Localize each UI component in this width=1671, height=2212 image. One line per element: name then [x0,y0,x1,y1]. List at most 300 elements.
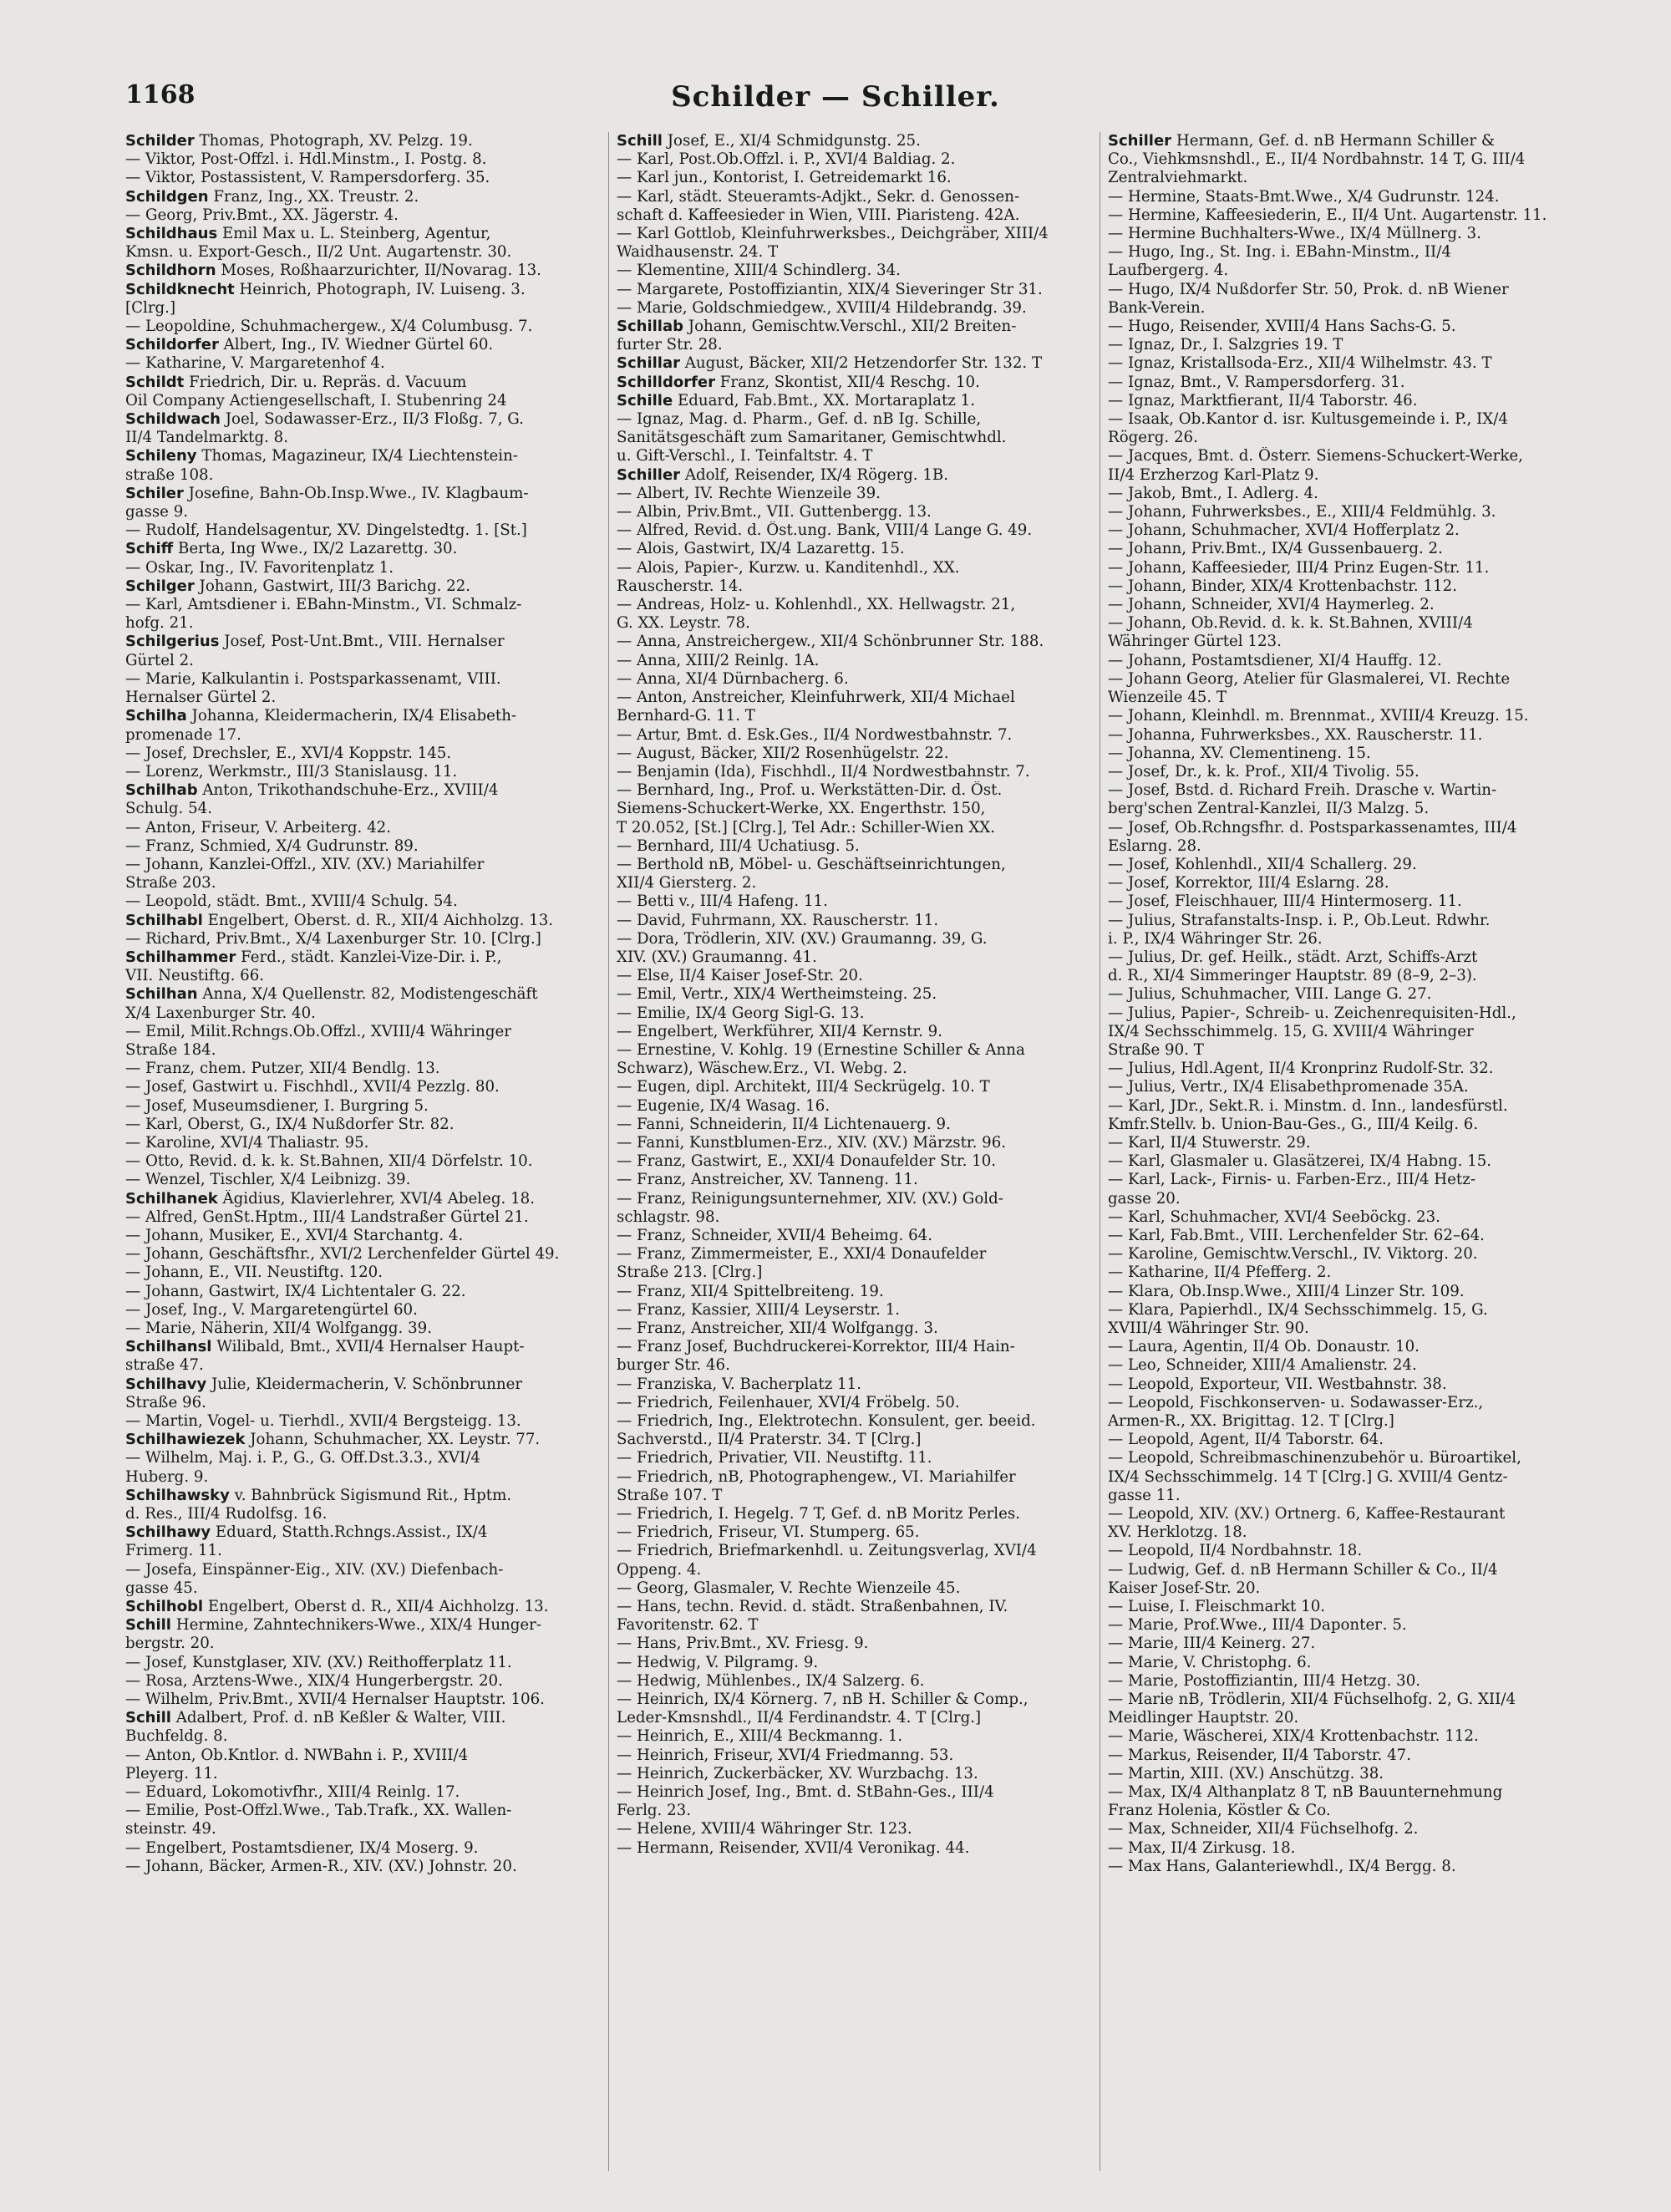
entry-text: — Luise, I. Fleischmarkt 10. [1108,1598,1326,1616]
entry-text: — Ignaz, Dr., I. Salzgries 19. T [1108,336,1343,354]
directory-entry [617,1505,1080,1523]
entry-text: [Clrg.] [125,298,176,317]
entry-surname: Schildt [125,373,185,391]
entry-text: — David, Fuhrmann, XX. Rauscherstr. 11. [617,911,939,929]
entry-surname: Schilhavy [125,1375,207,1393]
entry-text: Co., Viehkmsnshdl., E., II/4 Nordbahnstr. 14 T, G. III/4 [1108,150,1526,169]
entry-text: Meidlinger Hauptstr. 20. [1108,1709,1299,1727]
directory-entry [1108,1487,1572,1505]
entry-text: — Max Hans, Galanteriewhdl., IX/4 Bergg. 8. [1108,1857,1456,1875]
directory-entry [125,1598,589,1616]
entry-text: — Julius, Dr. gef. Heilk., städt. Arzt, Schiffs-Arzt [1108,948,1478,966]
entry-text: — Josefa, Einspänner-Eig., XIV. (XV.) Diefenbach- [125,1560,504,1579]
entry-text: d. R., XI/4 Simmeringer Hauptstr. 89 (8–9, 2–3). [1108,967,1477,985]
entry-text: — Josef, Museumsdiener, I. Burgring 5. [125,1096,429,1115]
entry-surname: Schilder [125,132,195,150]
directory-entry [1108,374,1572,392]
entry-text: — Karl, Amtsdiener i. EBahn-Minstm., VI. Schmalz- [125,596,522,614]
directory-entry [617,763,1080,781]
directory-entry [617,1598,1080,1616]
entry-text: Albert, Ing., IV. Wiedner Gürtel 60. [218,336,494,354]
entry-text: — Franz Josef, Buchdruckerei-Korrektor, III/4 Hain- [617,1338,1015,1356]
directory-entry [617,707,1080,725]
entry-text: — Marie, Postoffiziantin, III/4 Hetzg. 30. [1108,1671,1421,1690]
directory-entry [617,670,1080,689]
directory-entry [617,726,1080,745]
entry-text: — Albert, IV. Rechte Wienzeile 39. [617,484,881,502]
directory-entry [1108,1505,1572,1523]
entry-text: Johann, Gastwirt, III/3 Barichg. 22. [194,577,471,595]
entry-text: — Franz, Gastwirt, E., XXI/4 Donaufelder Str. 10. [617,1152,997,1171]
entry-text: burger Str. 46. [617,1356,730,1375]
directory-entry [1108,466,1572,485]
entry-text: — Berthold nB, Möbel- u. Geschäftseinrichtungen, [617,855,1006,873]
directory-entry [617,1691,1080,1709]
directory-entry [125,1301,589,1320]
directory-entry [125,336,589,354]
entry-text: — Wenzel, Tischler, X/4 Leibnizg. 39. [125,1171,411,1189]
directory-entry [125,1208,589,1227]
directory-entry [1108,948,1572,967]
directory-entry [617,1320,1080,1338]
entry-text: — Margarete, Postoffiziantin, XIX/4 Sieveringer Str 31. [617,280,1043,298]
directory-entry [1108,1858,1572,1876]
entry-text: — Julius, Papier-, Schreib- u. Zeichenrequisiten-Hdl., [1108,1004,1516,1022]
directory-entry [1108,354,1572,373]
directory-entry [125,1542,589,1560]
entry-text: — Marie, Prof.Wwe., III/4 Dapontег. 5. [1108,1616,1407,1635]
entry-text: Armen-R., XX. Brigittag. 12. T [Clrg.] [1108,1412,1394,1431]
entry-text: Währinger Gürtel 123. [1108,633,1282,651]
entry-text: Franz, Skontist, XII/4 Reschg. 10. [715,373,980,391]
entry-text: — Hermann, Reisender, XVII/4 Veronikag. 44. [617,1838,970,1857]
entry-text: — Karl, JDr., Sekt.R. i. Minstm. d. Inn., landesfürstl. [1108,1096,1508,1115]
directory-entry [125,262,589,280]
directory-entry [617,856,1080,874]
directory-entry [125,707,589,725]
entry-text: — Franz, Kassier, XIII/4 Leyserstr. 1. [617,1300,901,1319]
entry-text: XIV. (XV.) Graumanng. 41. [617,948,817,966]
entry-text: Kaiser Josef-Str. 20. [1108,1579,1261,1597]
entry-text: — Rudolf, Handelsagentur, XV. Dingelstedtg. 1. [St.] [125,521,527,540]
entry-text: — Heinrich, Zuckerbäcker, XV. Wurzbachg. 13. [617,1764,978,1782]
entry-text: — Ignaz, Kristallsoda-Erz., XII/4 Wilhelmstr. 43. T [1108,354,1492,373]
directory-entry [617,1542,1080,1560]
entry-text: — Hermine, Staats-Bmt.Wwe., X/4 Gudrunstr. 124. [1108,187,1500,206]
entry-text: Favoritenstr. 62. T [617,1616,759,1635]
directory-entry [125,132,589,150]
directory-entry [125,1561,589,1579]
directory-entry [1108,689,1572,707]
entry-text: — Friedrich, I. Hegelg. 7 T, Gef. d. nB Moritz Perles. [617,1505,1020,1523]
directory-entry [1108,1041,1572,1060]
entry-text: — Isaak, Ob.Kantor d. isr. Kultusgemeinde i. P., IX/4 [1108,410,1508,429]
directory-entry [617,1839,1080,1858]
directory-entry [125,1727,589,1746]
directory-entry [617,892,1080,911]
directory-entry [1108,837,1572,856]
directory-entry [125,1060,589,1078]
entry-text: — Martin, XIII. (XV.) Anschützg. 38. [1108,1764,1384,1782]
entry-text: IX/4 Sechsschimmelg. 14 T [Clrg.] G. XVIII/4 Gentz- [1108,1467,1508,1486]
entry-text: — Fanni, Schneiderin, II/4 Lichtenauerg. 9. [617,1115,951,1133]
entry-text: Schwarz), Wäschew.Erz., VI. Webg. 2. [617,1060,907,1078]
directory-entry [617,1152,1080,1171]
directory-entry [1108,281,1572,299]
directory-entry [617,1616,1080,1635]
directory-entry [617,1635,1080,1653]
entry-text: — August, Bäcker, XII/2 Rosenhügelstr. 22. [617,744,949,762]
entry-text: Zentralviehmarkt. [1108,169,1248,187]
directory-entry [617,188,1080,206]
directory-entry [617,1394,1080,1412]
entry-text: Laufbergerg. 4. [1108,262,1229,280]
directory-entry [617,318,1080,336]
directory-entry [1108,1208,1572,1227]
entry-text: — Karl, Glasmaler u. Glasätzerei, IX/4 Habng. 15. [1108,1152,1492,1171]
entry-text: — Ignaz, Bmt., V. Rampersdorferg. 31. [1108,373,1405,391]
directory-entry [125,1171,589,1189]
directory-entry [617,819,1080,837]
directory-entry [125,1449,589,1467]
entry-text: — Josef, Korrektor, III/4 Eslarng. 28. [1108,874,1389,892]
entry-surname: Schildhorn [125,262,216,280]
entry-text: Leder-Kmsnshdl., II/4 Ferdinandstr. 4. T [Clrg.] [617,1709,982,1727]
directory-entry [1108,336,1572,354]
directory-entry [1108,967,1572,985]
entry-text: — Helene, XVIII/4 Währinger Str. 123. [617,1820,912,1838]
directory-entry [1108,188,1572,206]
directory-entry [1108,745,1572,763]
entry-text: Waidhausenstr. 24. T [617,243,779,262]
entry-text: v. Bahnbrück Sigismund Rit., Hptm. [229,1486,512,1504]
entry-text: Hermann, Gef. d. nB Hermann Schiller & [1171,132,1496,150]
directory-entry [617,559,1080,577]
entry-text: Eslarng. 28. [1108,836,1201,855]
column-divider [608,132,609,2171]
entry-text: — Emil, Vertr., XIX/4 Wertheimsteing. 25. [617,985,937,1004]
entry-text: — Hugo, Ing., St. Ing. i. EBahn-Minstm., II/4 [1108,243,1451,262]
directory-entry [125,1227,589,1245]
entry-text: straße 108. [125,465,214,484]
entry-text: — Klara, Ob.Insp.Wwe., XIII/4 Linzer Str. 109. [1108,1282,1465,1300]
entry-surname: Schiller [617,465,681,484]
directory-entry [125,447,589,465]
directory-entry [617,800,1080,818]
directory-entry [125,1468,589,1487]
entry-text: — Hans, techn. Revid. d. städt. Straßenbahnen, IV. [617,1598,1008,1616]
entry-text: G. XX. Leystr. 78. [617,614,750,633]
entry-text: gasse 11. [1108,1486,1181,1504]
directory-entry [617,1727,1080,1746]
entry-text: Ägidius, Klavierlehrer, XVI/4 Abeleg. 18. [217,1189,535,1208]
directory-entry [1108,912,1572,930]
directory-entry [1108,1765,1572,1783]
directory-entry [125,1264,589,1282]
entry-text: — Franz, Schneider, XVII/4 Beheimg. 64. [617,1226,933,1244]
entry-text: — Franz, Zimmermeister, E., XXI/4 Donaufelder [617,1245,987,1264]
entry-text: August, Bäcker, XII/2 Hetzendorfer Str. 132. T [679,354,1043,373]
entry-text: — Markus, Reisender, II/4 Taborstr. 47. [1108,1746,1412,1764]
directory-entry [617,781,1080,800]
directory-entry [1108,1320,1572,1338]
directory-entry [1108,1747,1572,1765]
directory-entry [125,466,589,485]
entry-text: — Engelbert, Werkführer, XII/4 Kernstr. 9. [617,1022,943,1040]
entry-text: — Karoline, Gemischtw.Verschl., IV. Viktorg. 20. [1108,1245,1478,1264]
directory-entry [125,1152,589,1171]
entry-text: — Martin, Vogel- u. Tierhdl., XVII/4 Bergsteigg. 13. [125,1412,521,1431]
directory-entry [1108,1691,1572,1709]
entry-text: — Marie, III/4 Keinerg. 27. [1108,1635,1316,1653]
entry-surname: Schille [617,391,673,409]
entry-text: — Franz, Schmied, X/4 Gudrunstr. 89. [125,836,419,855]
directory-entry [1108,781,1572,800]
directory-entry [1108,559,1572,577]
directory-entry [125,596,589,614]
entry-surname: Schildhaus [125,225,218,243]
entry-text: — Josef, Ing., V. Margaretengürtel 60. [125,1300,418,1319]
directory-entry [1108,299,1572,318]
directory-entry [617,1060,1080,1078]
directory-entry [617,1412,1080,1431]
directory-entry [125,948,589,967]
directory-entry [125,392,589,410]
directory-entry [125,410,589,429]
directory-entry [617,1709,1080,1727]
entry-surname: Schilhawiezek [125,1431,246,1449]
entry-text: — Marie, Näherin, XII/4 Wolfgangg. 39. [125,1320,433,1337]
entry-text: Adolf, Reisender, IX/4 Rögerg. 1B. [680,465,949,484]
directory-entry [125,354,589,373]
directory-entry [1108,132,1572,150]
directory-entry [125,1858,589,1876]
entry-surname: Schillar [617,354,680,373]
directory-entry [617,614,1080,633]
entry-text: — Oskar, Ing., IV. Favoritenplatz 1. [125,558,394,577]
directory-entry [125,1356,589,1375]
directory-entry [125,1783,589,1802]
directory-entry [617,985,1080,1004]
entry-text: Thomas, Magazineur, IX/4 Liechtenstein- [196,447,518,465]
directory-entry [1108,225,1572,243]
directory-entry [1108,1468,1572,1487]
directory-entry [617,1802,1080,1820]
entry-text: — Lorenz, Werkmstr., III/3 Stanislausg. 11. [125,762,458,781]
entry-text: — Heinrich, E., XIII/4 Beckmanng. 1. [617,1727,903,1746]
directory-entry [617,540,1080,558]
directory-entry [617,1134,1080,1152]
directory-entry [1108,540,1572,558]
directory-entry [617,837,1080,856]
directory-entry [125,429,589,447]
directory-entry [125,670,589,689]
directory-entry [1108,614,1572,633]
entry-text: — Leo, Schneider, XIII/4 Amalienstr. 24. [1108,1356,1417,1375]
entry-text: — Leopold, II/4 Nordbahnstr. 18. [1108,1542,1363,1560]
directory-entry [125,299,589,318]
entry-text: i. P., IX/4 Währinger Str. 26. [1108,929,1323,948]
entry-text: — Leopold, XIV. (XV.) Ortnerg. 6, Kaffee-Restaurant [1108,1505,1506,1523]
directory-entry [1108,1820,1572,1838]
directory-entry [125,206,589,225]
entry-text: — Wilhelm, Maj. i. P., G., G. Off.Dst.3.3., XVI/4 [125,1449,480,1467]
entry-surname: Schilldorfer [617,373,716,391]
entry-text: Joel, Sodawasser-Erz., II/3 Floßg. 7, G. [220,410,524,429]
entry-text: XVIII/4 Währinger Str. 90. [1108,1320,1309,1337]
entry-text: — Marie nB, Trödlerin, XII/4 Füchselhofg. 2, G. XII/4 [1108,1691,1516,1709]
entry-text: Heinrich, Photograph, IV. Luiseng. 3. [234,280,526,298]
directory-entry [125,763,589,781]
directory-entry [125,559,589,577]
directory-entry [617,243,1080,262]
entry-text: Anton, Trikothandschuhe-Erz., XVIII/4 [197,781,499,800]
entry-text: Sachverstd., II/4 Praterstr. 34. T [Clrg.] [617,1431,922,1449]
directory-entry [125,1412,589,1431]
column-3 [1108,132,1572,2171]
entry-text: — Bernhard, Ing., Prof. u. Werkstätten-Dir. d. Öst. [617,781,1003,800]
directory-entry [1108,169,1572,187]
directory-entry [617,1747,1080,1765]
directory-entry [1108,856,1572,874]
directory-entry [125,1709,589,1727]
entry-surname: Schill [125,1709,171,1727]
directory-entry [1108,633,1572,651]
directory-entry [125,1523,589,1542]
directory-entry [617,633,1080,651]
directory-entry [617,1431,1080,1449]
directory-entry [125,1616,589,1635]
directory-entry [617,1579,1080,1598]
entry-text: — Karl, Oberst, G., IX/4 Nußdorfer Str. 82. [125,1115,455,1133]
entry-text: Rauscherstr. 14. [617,577,744,595]
entry-text: — Viktor, Postassistent, V. Rampersdorferg. 35. [125,169,490,187]
entry-text: Bernhard-G. 11. T [617,707,755,725]
directory-entry [125,614,589,633]
directory-entry [1108,1542,1572,1560]
entry-text: Hermine, Zahntechnikers-Wwe., XIX/4 Hunger- [170,1616,542,1635]
entry-text: Straße 213. [Clrg.] [617,1264,763,1282]
entry-text: — Karl, städt. Steueramts-Adjkt., Sekr. d. Genossen- [617,187,1020,206]
column-2 [617,132,1080,2171]
directory-entry [617,354,1080,373]
entry-text: Straße 96. [125,1393,206,1411]
entry-text: — Josef, Fleischhauer, III/4 Hintermoserg. 11. [1108,892,1462,911]
entry-text: — Julius, Hdl.Agent, II/4 Kronprinz Rudolf-Str. 32. [1108,1060,1494,1078]
directory-entry [617,745,1080,763]
entry-text: — Friedrich, Feilenhauer, XVI/4 Fröbelg. 50. [617,1393,960,1411]
directory-entry [617,132,1080,150]
entry-text: schlagstr. 98. [617,1208,720,1226]
entry-text: — Wilhelm, Priv.Bmt., XVII/4 Hernalser Hauptstr. 106. [125,1691,545,1709]
entry-text: — Johann, Postamtsdiener, XI/4 Hauffg. 12. [1108,651,1442,669]
directory-entry [125,892,589,911]
entry-text: Thomas, Photograph, XV. Pelzg. 19. [194,132,473,150]
directory-entry [617,150,1080,169]
entry-text: — Engelbert, Postamtsdiener, IX/4 Moserg. 9. [125,1838,479,1857]
entry-text: — Josef, Gastwirt u. Fischhdl., XVII/4 Pezzlg. 80. [125,1078,500,1096]
entry-text: — Ludwig, Gef. d. nB Hermann Schiller & Co., II/4 [1108,1560,1498,1579]
directory-entry [1108,577,1572,596]
entry-text: — Josef, Kohlenhdl., XII/4 Schallerg. 29. [1108,855,1417,873]
entry-text: Straße 90. T [1108,1040,1204,1059]
entry-text: — Hans, Priv.Bmt., XV. Friesg. 9. [617,1635,869,1653]
directory-entry [1108,1283,1572,1301]
entry-text: — Viktor, Post-Offzl. i. Hdl.Minstm., I. Postg. 8. [125,150,487,169]
entry-surname: Schilhawy [125,1523,211,1542]
entry-text: — Johann, Fuhrwerksbes., E., XIII/4 Feldmühlg. 3. [1108,503,1496,521]
directory-entry [125,1431,589,1449]
entry-text: — Katharine, V. Margaretenhof 4. [125,354,385,373]
directory-entry [617,1765,1080,1783]
directory-entry [617,1449,1080,1467]
entry-text: Frimerg. 11. [125,1542,222,1560]
directory-entry [617,1672,1080,1691]
entry-text: — Max, IX/4 Althanplatz 8 T, nB Bauunternehmung [1108,1783,1503,1802]
entry-text: Kmsn. u. Export-Gesch., II/2 Unt. Augartenstr. 30. [125,243,512,262]
entry-surname: Schiff [125,540,174,558]
entry-text: — Karl, Post.Ob.Offzl. i. P., XVI/4 Baldiag. 2. [617,150,956,169]
directory-entry [125,577,589,596]
entry-surname: Schilhanek [125,1189,218,1208]
entry-text: — Hermine Buchhalters-Wwe., IX/4 Müllnerg. 3. [1108,225,1481,243]
entry-text: — Anna, XI/4 Dürnbacherg. 6. [617,669,849,688]
entry-surname: Schilhabl [125,911,203,929]
directory-entry [617,206,1080,225]
directory-entry [1108,1227,1572,1245]
entry-text: — Friedrich, Privatier, VII. Neustiftg. 11. [617,1449,932,1467]
directory-entry [125,281,589,299]
entry-text: — Friedrich, nB, Photographengew., VI. Mariahilfer [617,1467,1016,1486]
directory-entry [617,1356,1080,1375]
entry-text: Kmfr.Stellv. b. Union-Bau-Ges., G., III/4 Keilg. 6. [1108,1115,1479,1133]
entry-text: berg'schen Zentral-Kanzlei, II/3 Malzg. 5. [1108,800,1430,818]
entry-text: — Karoline, XVI/4 Thaliastr. 95. [125,1133,369,1152]
directory-entry [125,856,589,874]
directory-entry [1108,1523,1572,1542]
entry-text: XV. Herklotzg. 18. [1108,1523,1247,1542]
directory-entry [1108,1654,1572,1672]
entry-text: — Ignaz, Marktfierant, II/4 Taborstr. 46. [1108,391,1418,409]
directory-entry [617,1245,1080,1264]
directory-entry [1108,985,1572,1004]
directory-entry [125,1654,589,1672]
entry-text: d. Res., III/4 Rudolfsg. 16. [125,1505,328,1523]
directory-entry [125,1747,589,1765]
running-head: Schilder — Schiller. [671,80,1000,114]
entry-text: Schulg. 54. [125,800,213,818]
entry-text: — Johann, Kanzlei-Offzl., XIV. (XV.) Mariahilfer [125,855,485,873]
directory-entry [617,912,1080,930]
directory-entry [617,596,1080,614]
directory-entry [617,299,1080,318]
directory-entry [1108,1802,1572,1820]
directory-entry [125,781,589,800]
entry-text: Moses, Roßhaarzurichter, II/Novarag. 13. [216,262,541,280]
directory-entry [617,1487,1080,1505]
entry-text: — Julius, Vertr., IX/4 Elisabethpromenade 35A. [1108,1078,1469,1096]
entry-text: — Richard, Priv.Bmt., X/4 Laxenburger Str. 10. [Clrg.] [125,929,541,948]
directory-entry [617,1523,1080,1542]
entry-text: — Johanna, XV. Clementineng. 15. [1108,744,1371,762]
directory-entry [1108,1431,1572,1449]
entry-text: Buchfeldg. 8. [125,1727,228,1746]
entry-text: Engelbert, Oberst d. R., XII/4 Aichholzg. 13. [203,1598,549,1616]
directory-entry [1108,1171,1572,1189]
directory-entry [1108,150,1572,169]
directory-entry [1108,1598,1572,1616]
directory-entry [1108,503,1572,521]
